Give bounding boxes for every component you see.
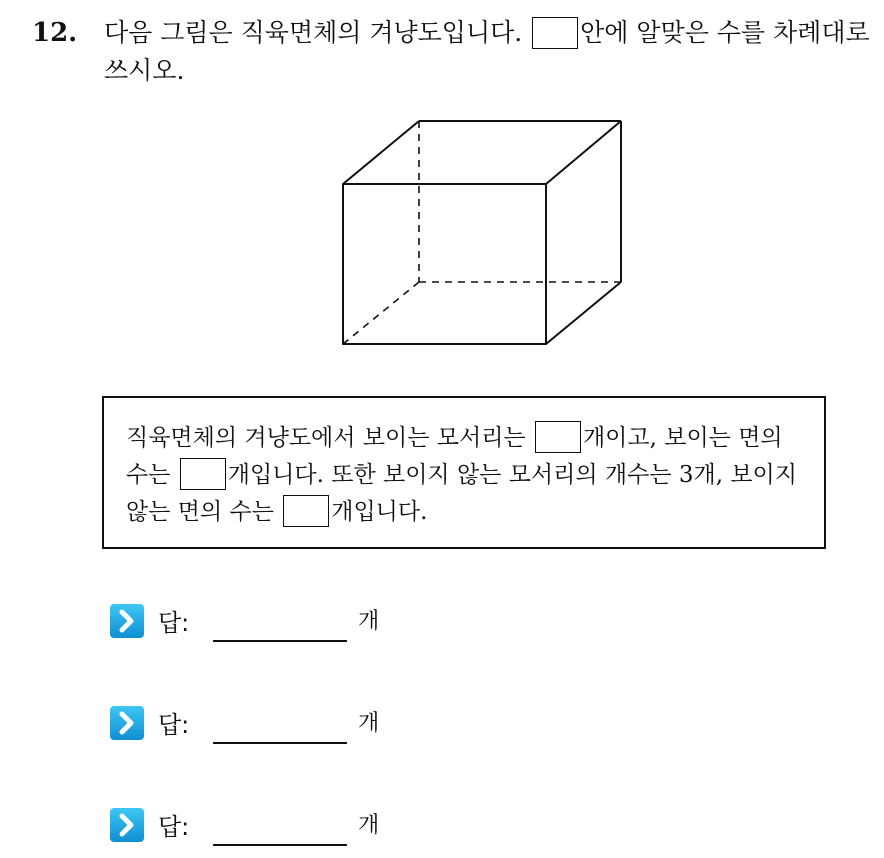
fill-in-box bbox=[102, 396, 826, 549]
box-blank-3 bbox=[283, 495, 329, 527]
box-text-part3: 개입니다. 또한 보이지 않는 모서리의 개수는 3개, 보이지 않는 면의 수는 bbox=[126, 462, 797, 525]
answer-unit: 개 bbox=[358, 609, 380, 634]
cuboid-edge-bottom-right bbox=[546, 282, 621, 344]
question-number: 12. bbox=[32, 18, 78, 48]
answer-row-2 bbox=[110, 706, 410, 756]
cuboid-hidden-edge-bottom-left bbox=[343, 282, 419, 344]
box-blank-1 bbox=[535, 421, 581, 453]
cuboid-edge-top-right bbox=[546, 121, 621, 184]
question-text-part2: 안에 알맞은 수를 차례대로 쓰시오. bbox=[104, 18, 870, 85]
answer-label: 답: bbox=[158, 711, 190, 739]
answer-input-line[interactable] bbox=[213, 640, 347, 642]
cuboid-figure bbox=[330, 112, 630, 352]
answer-label: 답: bbox=[158, 813, 190, 841]
question-text-part1: 다음 그림은 직육면체의 겨냥도입니다. bbox=[104, 18, 531, 47]
answer-unit: 개 bbox=[358, 813, 380, 838]
answer-row-1 bbox=[110, 604, 410, 654]
answer-row-3 bbox=[110, 808, 410, 858]
box-text-part1: 직육면체의 겨냥도에서 보이는 모서리는 bbox=[126, 425, 533, 451]
answer-unit: 개 bbox=[358, 711, 380, 736]
question-text bbox=[104, 14, 874, 90]
box-text-part2: 개이고, 보이는 면의 수는 bbox=[126, 425, 783, 488]
box-text-part4: 개입니다. bbox=[331, 499, 428, 525]
chevron-right-icon bbox=[110, 808, 144, 842]
chevron-right-icon bbox=[110, 604, 144, 638]
answer-input-line[interactable] bbox=[213, 742, 347, 744]
cuboid-edge-top-left bbox=[343, 121, 419, 184]
question-blank-box bbox=[532, 17, 578, 49]
box-blank-2 bbox=[180, 458, 226, 490]
cuboid-front-face bbox=[343, 184, 546, 344]
answer-input-line[interactable] bbox=[213, 844, 347, 846]
chevron-right-icon bbox=[110, 706, 144, 740]
answer-label: 답: bbox=[158, 609, 190, 637]
